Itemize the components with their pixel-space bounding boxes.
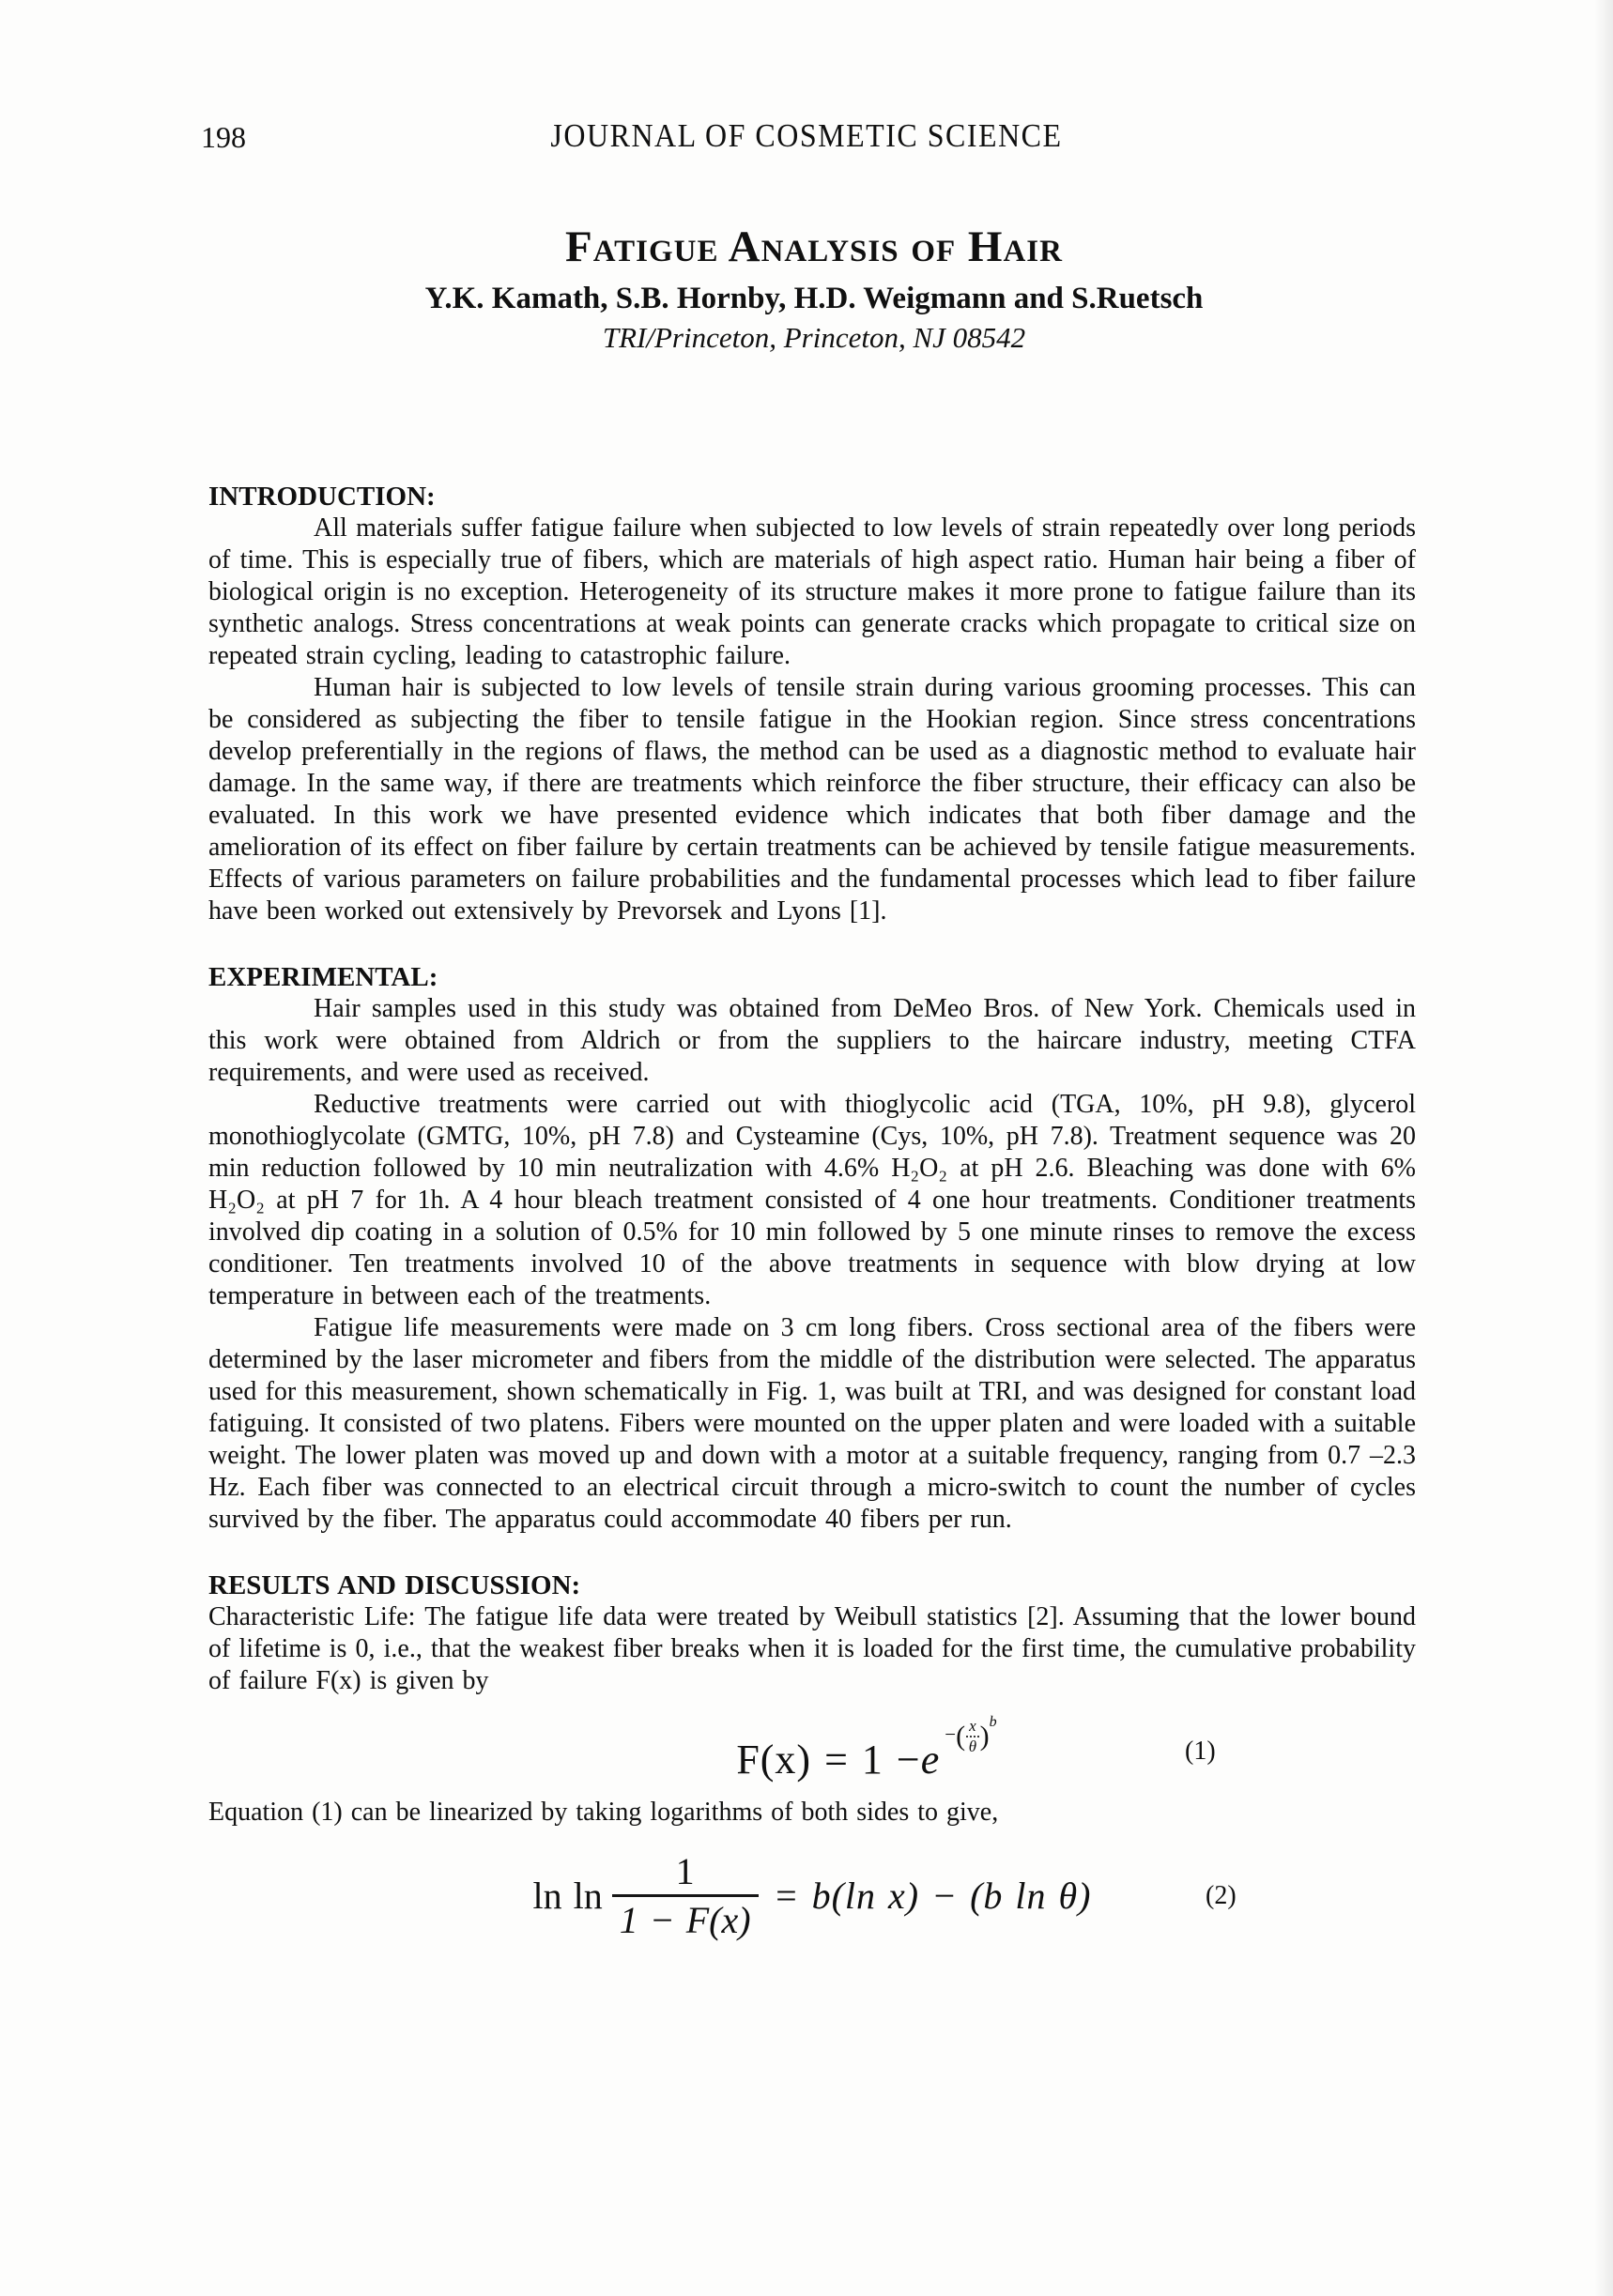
equation-2 (208, 1851, 1416, 1942)
eq1-one-minus: 1 − (861, 1737, 921, 1783)
article-affiliation: TRI/Princeton, Princeton, NJ 08542 (602, 321, 1026, 354)
eq1-exp-minus: − (945, 1723, 957, 1746)
article-title: Fatigue Analysis of Hair (565, 222, 1063, 271)
equation-2-number: (2) (1206, 1881, 1237, 1911)
eq2-fraction (612, 1851, 759, 1942)
section-heading-results: RESULTS AND DISCUSSION: (208, 1570, 581, 1600)
results-paragraph-2: Equation (1) can be linearized by taking logarithms of both sides to give, (208, 1798, 999, 1828)
eq2-right-side: = b(ln x) − (b ln θ) (773, 1875, 1092, 1918)
article-authors: Y.K. Kamath, S.B. Hornby, H.D. Weigmann and S.Ruetsch (424, 282, 1204, 315)
section-introduction (208, 481, 1416, 927)
running-header (0, 118, 1613, 153)
eq1-exp-fraction (966, 1718, 979, 1755)
section-experimental (208, 961, 1416, 1536)
eq2-numerator: 1 (675, 1850, 695, 1893)
equation-1-expression (736, 1714, 997, 1787)
eq1-exp-power: b (989, 1714, 997, 1730)
eq2-denominator: 1 − F(x) (612, 1894, 759, 1942)
section-results-and-discussion (208, 1569, 1416, 1942)
equation-2-expression (533, 1851, 1092, 1942)
eq2-lnln: ln ln (532, 1875, 603, 1918)
introduction-paragraph-2: Human hair is subjected to low levels of tensile strain during various grooming processes. This can be considered as subjecting the fiber to tensile fatigue in the Hookian region. Since stress concentrations develop preferentially in the regions of flaws, the method can be used as a diagnostic method to evaluate hair damage. In the same way, if there are treatments which reinforce the fiber structure, their efficacy can also be evaluated. In this work we have presented evidence which indicates that both fiber damage and the amelioration of its effect on fiber failure by certain treatments can be achieved by tensile fatigue measurements. Effects of various parameters on failure probabilities and the fundamental processes which lead to fiber failure have been worked out extensively by Prevorsek and Lyons [1]. (208, 673, 1416, 926)
experimental-paragraph-1: Hair samples used in this study was obtained from DeMeo Bros. of New York. Chemicals used in this work were obtained from Aldrich or from the suppliers to the haircare industry, meeting CTFA requirements, and were used as received. (208, 994, 1416, 1087)
eq1-exp-close-paren: ) (979, 1721, 990, 1753)
experimental-paragraph-2: Reductive treatments were carried out with thioglycolic acid (TGA, 10%, pH 9.8), glycerol monothioglycolate (GMTG, 10%, pH 7.8) and Cysteamine (Cys, 10%, pH 7.8). Treatment sequence was 20 min reduction followed by 10 min neutralization with 4.6% H₂O₂ at pH 2.6. Bleaching was done with 6% H₂O₂ at pH 7 for 1h. A 4 hour bleach treatment consisted of 4 one hour treatments. Conditioner treatments involved dip coating in a solution of 0.5% for 10 min followed by 5 one minute rinses to remove the excess conditioner. Ten treatments involved 10 of the above treatments in sequence with blow drying at low temperature in between each of the treatments. (208, 1090, 1416, 1310)
page-number: 198 (201, 120, 246, 154)
section-heading-experimental: EXPERIMENTAL: (208, 962, 438, 992)
eq1-lhs: F(x) (736, 1737, 812, 1783)
equation-1 (208, 1716, 1416, 1787)
results-paragraph-1: Characteristic Life: The fatigue life data were treated by Weibull statistics [2]. Assuming that the lower bound of lifetime is 0, i.e., that the weakest fiber breaks when it is loaded for the first time, the cumulative probability of failure F(x) is given by (208, 1602, 1416, 1695)
article-body (208, 481, 1416, 1942)
eq1-exp-base: e (920, 1737, 941, 1783)
eq1-exp-open-paren: ( (956, 1721, 966, 1753)
eq1-exp-numerator: x (966, 1718, 979, 1737)
article-front-matter (8, 222, 1613, 355)
eq1-exponent (945, 1714, 997, 1756)
experimental-paragraph-3: Fatigue life measurements were made on 3 cm long fibers. Cross sectional area of the fibers were determined by the laser micrometer and fibers from the middle of the distribution were selected. The apparatus used for this measurement, shown schematically in Fig. 1, was built at TRI, and was designed for constant load fatiguing. It consisted of two platens. Fibers were mounted on the upper platen and were loaded with a suitable weight. The lower platen was moved up and down with a motor at a suitable frequency, ranging from 0.7 –2.3 Hz. Each fiber was connected to an electrical circuit through a micro-switch to count the number of cycles survived by the fiber. The apparatus could accommodate 40 fibers per run. (208, 1313, 1416, 1534)
section-heading-introduction: INTRODUCTION: (208, 482, 436, 512)
introduction-paragraph-1: All materials suffer fatigue failure when subjected to low levels of strain repeatedly over long periods of time. This is especially true of fibers, which are materials of high aspect ratio. Human hair being a fiber of biological origin is no exception. Heterogeneity of its structure makes it more prone to fatigue failure than its synthetic analogs. Stress concentrations at weak points can generate cracks which propagate to critical size on repeated strain cycling, leading to catastrophic failure. (208, 513, 1416, 670)
equation-1-number: (1) (1185, 1737, 1216, 1767)
journal-name: JOURNAL OF COSMETIC SCIENCE (550, 116, 1063, 154)
eq1-equals: = (824, 1737, 849, 1783)
eq1-exp-denominator: θ (968, 1737, 977, 1756)
